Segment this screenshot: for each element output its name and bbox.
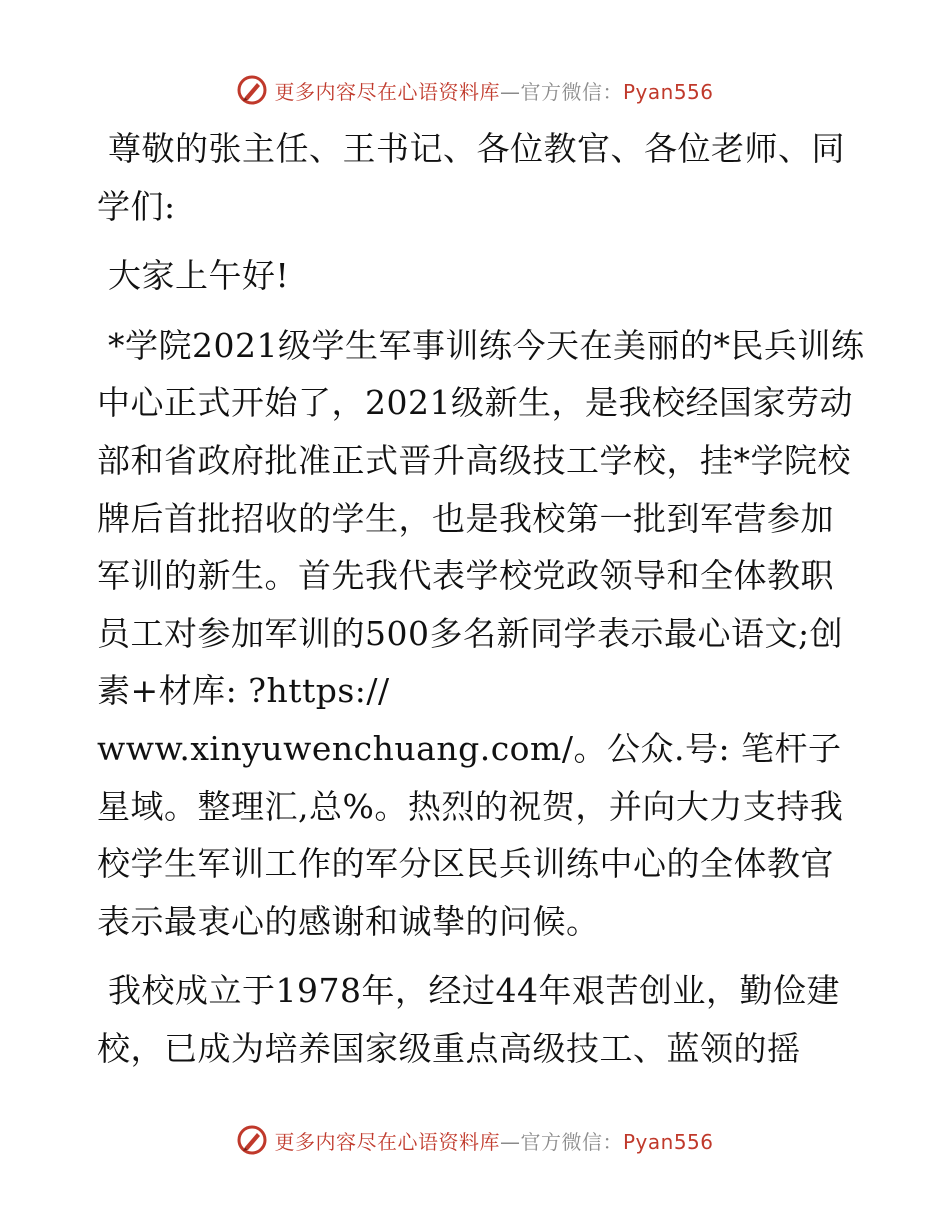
greeting-paragraph: 尊敬的张主任、王书记、各位教官、各位老师、同学们: xyxy=(97,129,845,226)
document-body xyxy=(97,120,867,1078)
watermark-wechat-label: 官方微信： xyxy=(520,79,623,104)
watermark-site-label: 更多内容尽在心语资料库 xyxy=(274,79,500,104)
watermark-text xyxy=(274,76,713,105)
body-paragraph-2: 我校成立于1978年，经过44年艰苦创业，勤俭建校，已成为培养国家级重点高级技工、蓝领的摇 xyxy=(97,971,840,1068)
watermark-wechat-label: 官方微信： xyxy=(520,1129,623,1154)
watermark-text xyxy=(274,1126,713,1155)
pen-logo-icon xyxy=(236,74,268,106)
pen-logo-icon xyxy=(236,1124,268,1156)
watermark-wechat-id: Pyan556 xyxy=(622,1129,714,1154)
salutation-paragraph: 大家上午好! xyxy=(97,256,290,296)
header-watermark xyxy=(0,70,950,110)
watermark-dash: — xyxy=(499,1129,521,1154)
body-paragraph-1: *学院2021级学生军事训练今天在美丽的*民兵训练中心正式开始了，2021级新生，是我校经国家劳动部和省政府批准正式晋升高级技工学校，挂*学院校牌后首批招收的学生，也是我校第一批到军营参加军训的新生。首先我代表学校党政领导和全体教职员工对参加军训的500多名新同学表示最心语文;创素+材库: ?https:// www.xinyuwenchuang.com/。公众.号: 笔杆子星域。整理汇,总%。热烈的祝贺，并向大力支持我校学生军训工作的军分区民兵训练中心的全体教官表示最衷心的感谢和诚挚的问候。 xyxy=(97,325,865,941)
watermark-wechat-id: Pyan556 xyxy=(622,79,714,104)
footer-watermark xyxy=(0,1120,950,1160)
watermark-dash: — xyxy=(499,79,521,104)
watermark-site-label: 更多内容尽在心语资料库 xyxy=(274,1129,500,1154)
